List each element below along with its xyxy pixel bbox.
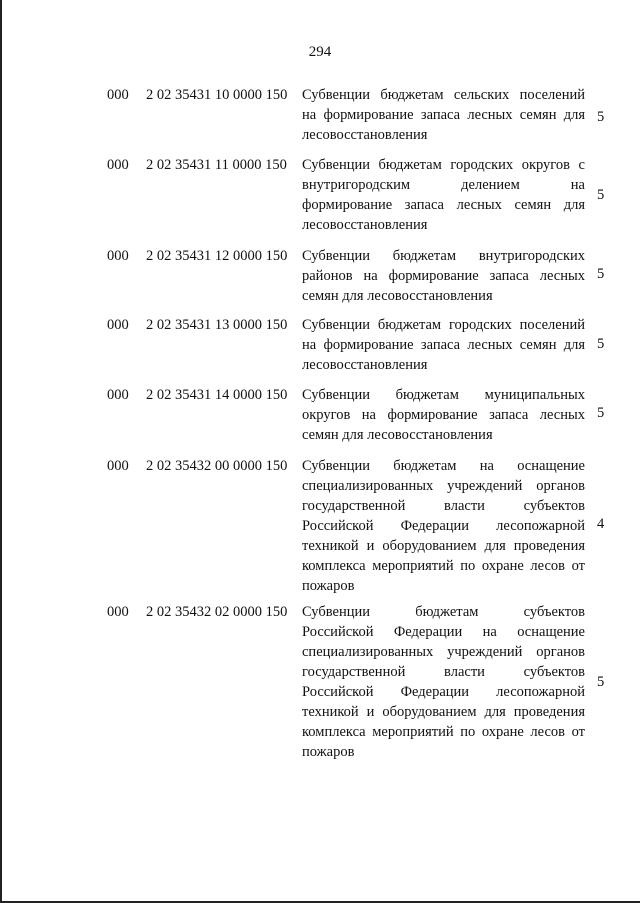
description-line: комплекса мероприятий по охране лесов от <box>302 558 585 574</box>
description-line: на формирование запаса лесных семян для <box>302 107 585 123</box>
budget-classification-code: 2 02 35431 13 0000 150 <box>146 317 288 333</box>
income-description <box>302 385 585 445</box>
description-line: семян для лесовосстановления <box>302 427 493 443</box>
subject-level-value: 5 <box>597 266 605 282</box>
description-line: внутригородским делением на <box>302 177 585 193</box>
description-line: лесовосстановления <box>302 127 428 143</box>
budget-classification-code: 2 02 35431 12 0000 150 <box>146 248 288 264</box>
description-line: формирование запаса лесных семян для <box>302 197 585 213</box>
subject-level-value: 5 <box>597 674 605 690</box>
description-line: Субвенции бюджетам на оснащение <box>302 458 585 474</box>
description-line: пожаров <box>302 578 355 594</box>
budget-classification-code: 2 02 35432 02 0000 150 <box>146 604 288 620</box>
description-line: Субвенции бюджетам муниципальных <box>302 387 585 403</box>
income-description <box>302 246 585 306</box>
description-line: на формирование запаса лесных семян для <box>302 337 585 353</box>
description-line: комплекса мероприятий по охране лесов от <box>302 724 585 740</box>
description-line: специализированных учреждений органов <box>302 644 585 660</box>
admin-code: 000 <box>107 87 129 103</box>
scan-left-border <box>0 0 2 903</box>
income-description <box>302 85 585 145</box>
description-line: Субвенции бюджетам городских поселений <box>302 317 585 333</box>
description-line: округов на формирование запаса лесных <box>302 407 585 423</box>
description-line: техникой и оборудованием для проведения <box>302 704 585 720</box>
admin-code: 000 <box>107 458 129 474</box>
description-line: Субвенции бюджетам субъектов <box>302 604 585 620</box>
budget-classification-code: 2 02 35431 11 0000 150 <box>146 157 287 173</box>
income-description <box>302 602 585 762</box>
income-description <box>302 155 585 235</box>
description-line: Российской Федерации на оснащение <box>302 624 585 640</box>
subject-level-value: 5 <box>597 336 605 352</box>
description-line: Субвенции бюджетам городских округов с <box>302 157 585 173</box>
description-line: Субвенции бюджетам сельских поселений <box>302 87 585 103</box>
description-line: лесовосстановления <box>302 357 428 373</box>
description-line: семян для лесовосстановления <box>302 288 493 304</box>
description-line: Российской Федерации лесопожарной <box>302 518 585 534</box>
admin-code: 000 <box>107 317 129 333</box>
description-line: Субвенции бюджетам внутригородских <box>302 248 585 264</box>
admin-code: 000 <box>107 157 129 173</box>
description-line: пожаров <box>302 744 355 760</box>
description-line: специализированных учреждений органов <box>302 478 585 494</box>
subject-level-value: 5 <box>597 405 605 421</box>
description-line: техникой и оборудованием для проведения <box>302 538 585 554</box>
income-description <box>302 315 585 375</box>
subject-level-value: 5 <box>597 187 605 203</box>
description-line: государственной власти субъектов <box>302 664 585 680</box>
subject-level-value: 4 <box>597 516 605 532</box>
admin-code: 000 <box>107 387 129 403</box>
budget-classification-code: 2 02 35431 14 0000 150 <box>146 387 288 403</box>
description-line: государственной власти субъектов <box>302 498 585 514</box>
budget-classification-code: 2 02 35432 00 0000 150 <box>146 458 288 474</box>
subject-level-value: 5 <box>597 109 605 125</box>
page-number: 294 <box>308 44 332 60</box>
description-line: Российской Федерации лесопожарной <box>302 684 585 700</box>
description-line: лесовосстановления <box>302 217 428 233</box>
budget-classification-code: 2 02 35431 10 0000 150 <box>146 87 288 103</box>
admin-code: 000 <box>107 604 129 620</box>
income-description <box>302 456 585 596</box>
description-line: районов на формирование запаса лесных <box>302 268 585 284</box>
admin-code: 000 <box>107 248 129 264</box>
